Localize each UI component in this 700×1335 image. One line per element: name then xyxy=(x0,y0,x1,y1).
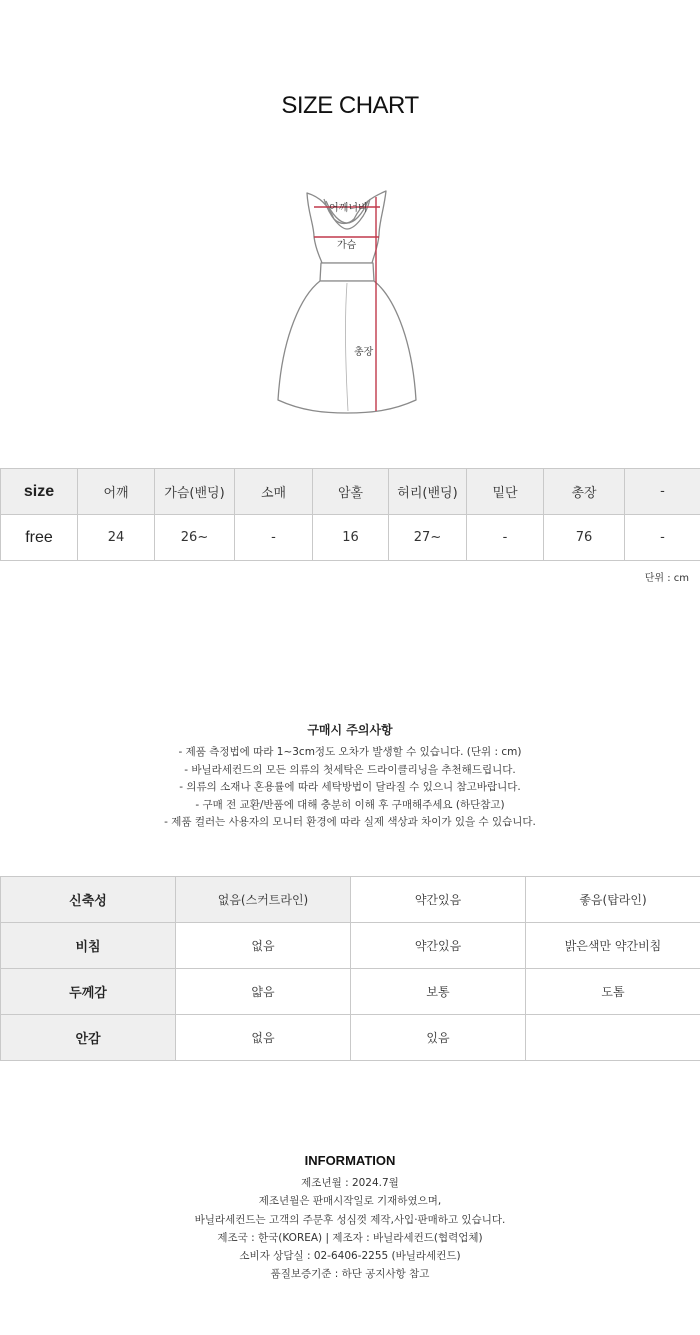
notice-list xyxy=(0,744,700,832)
notice-line: - 구매 전 교환/반품에 대해 충분히 이해 후 구매해주세요 (하단참고) xyxy=(195,798,505,811)
fabric-properties-table xyxy=(0,876,700,1061)
size-value-cell: free xyxy=(1,515,78,561)
page-title: SIZE CHART xyxy=(281,92,419,119)
thickness-label: 두께감 xyxy=(1,969,176,1015)
length-header-cell: 총장 xyxy=(544,469,625,515)
notice-line: - 바닐라세컨드의 모든 의류의 첫세탁은 드라이클리닝을 추천해드립니다. xyxy=(184,763,516,776)
information-list xyxy=(0,1174,700,1284)
table-row xyxy=(1,877,700,923)
thickness-option-normal: 보통 xyxy=(351,969,526,1015)
information-title: INFORMATION xyxy=(304,1153,396,1168)
information-line: 제조국 : 한국(KOREA) | 제조자 : 바닐라세컨드(협력업체) xyxy=(217,1231,483,1244)
notice-line: - 제품 컬러는 사용자의 모니터 환경에 따라 실제 색상과 차이가 있을 수 있습니다. xyxy=(164,816,536,828)
notice-line: - 제품 측정법에 따라 1~3cm정도 오차가 발생할 수 있습니다. (단위 : cm) xyxy=(178,746,522,758)
notice-title: 구매시 주의사항 xyxy=(307,723,393,737)
table-row xyxy=(1,969,700,1015)
waist-value-cell: 27~ xyxy=(389,515,467,561)
stretch-option-some: 약간있음 xyxy=(351,877,526,923)
stretch-option-none: 없음(스커트라인) xyxy=(176,877,351,923)
chest-value-cell: 26~ xyxy=(155,515,235,561)
shoulder-header-cell: 어깨 xyxy=(78,469,155,515)
shoulder-label: 어깨너비 xyxy=(329,203,368,214)
thickness-option-thin: 얇음 xyxy=(176,969,351,1015)
length-label: 총장 xyxy=(354,347,374,358)
lining-option-empty xyxy=(526,1015,700,1061)
size-table-header-row xyxy=(1,469,700,515)
sheerness-option-some: 약간있음 xyxy=(351,923,526,969)
table-row xyxy=(1,1015,700,1061)
sleeve-value-cell: - xyxy=(235,515,313,561)
table-row xyxy=(1,923,700,969)
unit-note: 단위 : cm xyxy=(644,573,689,584)
stretch-option-good: 좋음(탑라인) xyxy=(526,877,700,923)
sleeve-header-cell: 소매 xyxy=(235,469,313,515)
chest-header-cell: 가슴(밴딩) xyxy=(155,469,235,515)
extra-value-cell: - xyxy=(625,515,700,561)
dress-diagram xyxy=(262,185,432,415)
information-line: 제조년월은 판매시작일로 기재하였으며, xyxy=(258,1195,442,1208)
armhole-header-cell: 암홀 xyxy=(313,469,389,515)
size-table xyxy=(0,468,700,561)
sheerness-option-none: 없음 xyxy=(176,923,351,969)
information-line: 품질보증기준 : 하단 공지사항 참고 xyxy=(270,1268,430,1281)
waist-header-cell: 허리(밴딩) xyxy=(389,469,467,515)
stretch-label: 신축성 xyxy=(1,877,176,923)
table-row xyxy=(1,515,700,561)
hem-header-cell: 밑단 xyxy=(467,469,544,515)
armhole-value-cell: 16 xyxy=(313,515,389,561)
sheerness-option-light: 밝은색만 약간비침 xyxy=(526,923,700,969)
chest-label: 가슴 xyxy=(337,240,357,251)
lining-option-none: 없음 xyxy=(176,1015,351,1061)
extra-header-cell: - xyxy=(625,469,700,515)
information-line: 바닐라세컨드는 고객의 주문후 성심껏 제작,사입·판매하고 있습니다. xyxy=(194,1213,506,1226)
information-line: 소비자 상담실 : 02-6406-2255 (바닐라세컨드) xyxy=(239,1250,461,1263)
information-line: 제조년월 : 2024.7월 xyxy=(301,1177,399,1189)
thickness-option-thick: 도톰 xyxy=(526,969,700,1015)
size-header-cell: size xyxy=(1,469,78,515)
sheerness-label: 비침 xyxy=(1,923,176,969)
hem-value-cell: - xyxy=(467,515,544,561)
notice-line: - 의류의 소재나 혼용률에 따라 세탁방법이 달라질 수 있으니 참고바랍니다. xyxy=(179,781,521,793)
length-value-cell: 76 xyxy=(544,515,625,561)
lining-label: 안감 xyxy=(1,1015,176,1061)
lining-option-yes: 있음 xyxy=(351,1015,526,1061)
shoulder-value-cell: 24 xyxy=(78,515,155,561)
